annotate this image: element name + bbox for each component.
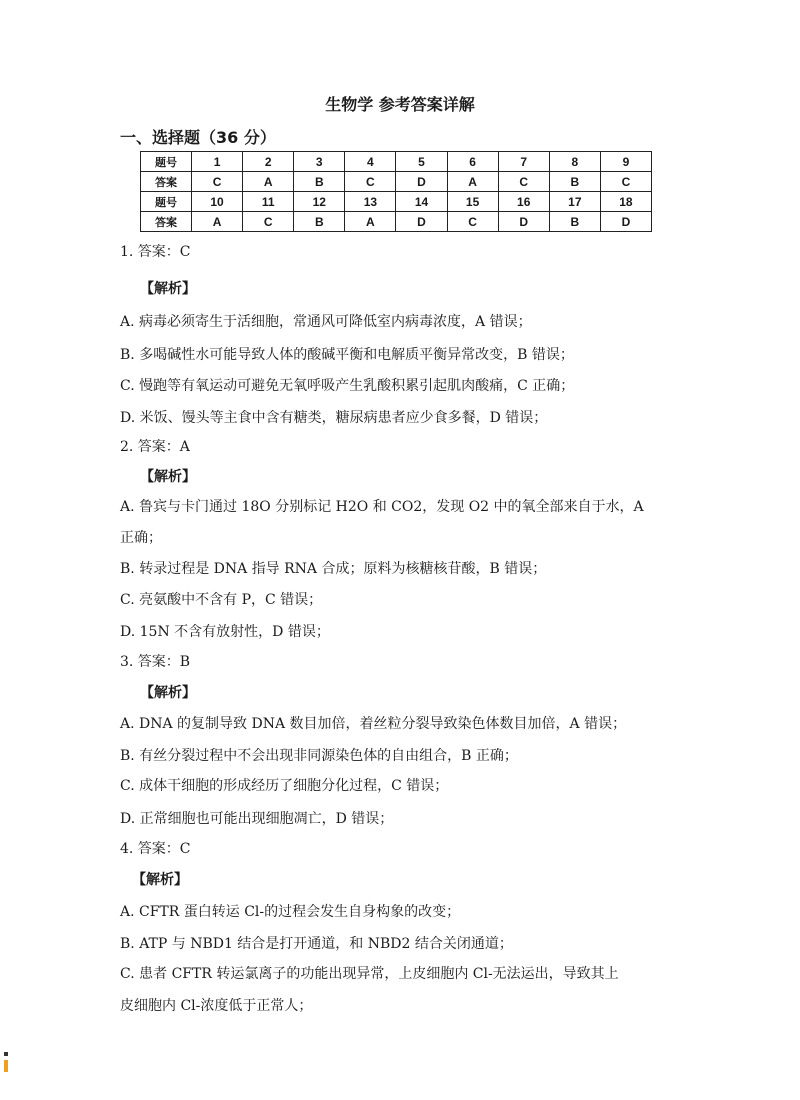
row-label-answer: 答案 bbox=[141, 212, 192, 232]
answer-cell: A bbox=[192, 212, 243, 232]
text-line: C. 患者 CFTR 转运氯离子的功能出现异常，上皮细胞内 Cl-无法运出，导致其上 bbox=[120, 966, 619, 982]
table-row-answers-2 bbox=[141, 212, 652, 232]
table-row-numbers-1 bbox=[141, 152, 652, 172]
text-line: C. 成体干细胞的形成经历了细胞分化过程，C 错误； bbox=[120, 778, 449, 794]
answer-cell: C bbox=[447, 212, 498, 232]
question-number: 10 bbox=[192, 192, 243, 212]
answer-cell: C bbox=[345, 172, 396, 192]
question-number: 2 bbox=[243, 152, 294, 172]
text-line: 正确； bbox=[120, 530, 162, 546]
question-number: 7 bbox=[498, 152, 549, 172]
margin-mark bbox=[4, 1060, 8, 1072]
question-number: 14 bbox=[396, 192, 447, 212]
row-label-number: 题号 bbox=[141, 152, 192, 172]
text-line: 4. 答案：C bbox=[120, 841, 191, 857]
answer-cell: D bbox=[498, 212, 549, 232]
question-number: 5 bbox=[396, 152, 447, 172]
text-line: C. 慢跑等有氧运动可避免无氧呼吸产生乳酸积累引起肌肉酸痛，C 正确； bbox=[120, 378, 575, 394]
question-number: 16 bbox=[498, 192, 549, 212]
text-line: 2. 答案：A bbox=[120, 439, 190, 455]
row-label-number: 题号 bbox=[141, 192, 192, 212]
answer-cell: B bbox=[294, 172, 345, 192]
text-line: A. CFTR 蛋白转运 Cl-的过程会发生自身构象的改变； bbox=[120, 904, 461, 920]
question-number: 9 bbox=[600, 152, 651, 172]
text-line: A. 鲁宾与卡门通过 18O 分别标记 H2O 和 CO2，发现 O2 中的氧全部来自于水，A bbox=[120, 499, 644, 515]
answer-cell: B bbox=[549, 212, 600, 232]
answer-cell: A bbox=[447, 172, 498, 192]
answer-cell: A bbox=[345, 212, 396, 232]
answer-cell: C bbox=[192, 172, 243, 192]
table-row-numbers-2 bbox=[141, 192, 652, 212]
text-line: D. 米饭、馒头等主食中含有糖类，糖尿病患者应少食多餐，D 错误； bbox=[120, 410, 548, 426]
answer-cell: C bbox=[498, 172, 549, 192]
answer-cell: A bbox=[243, 172, 294, 192]
answer-cell: C bbox=[243, 212, 294, 232]
text-line: 皮细胞内 Cl-浓度低于正常人； bbox=[120, 998, 313, 1014]
text-line: 1. 答案：C bbox=[120, 244, 191, 260]
table-row-answers-1 bbox=[141, 172, 652, 192]
question-number: 3 bbox=[294, 152, 345, 172]
question-number: 11 bbox=[243, 192, 294, 212]
text-line: B. ATP 与 NBD1 结合是打开通道，和 NBD2 结合关闭通道； bbox=[120, 936, 513, 952]
question-number: 1 bbox=[192, 152, 243, 172]
text-line: 3. 答案：B bbox=[120, 654, 191, 670]
text-line: B. 有丝分裂过程中不会出现非同源染色体的自由组合，B 正确； bbox=[120, 748, 518, 764]
answer-cell: C bbox=[600, 172, 651, 192]
question-number: 18 bbox=[600, 192, 651, 212]
text-line: A. DNA 的复制导致 DNA 数目加倍，着丝粒分裂导致染色体数目加倍，A 错误； bbox=[120, 716, 627, 732]
text-line: B. 转录过程是 DNA 指导 RNA 合成；原料为核糖核苷酸，B 错误； bbox=[120, 561, 547, 577]
answer-cell: D bbox=[396, 172, 447, 192]
question-number: 4 bbox=[345, 152, 396, 172]
margin-mark bbox=[4, 1052, 8, 1056]
question-number: 12 bbox=[294, 192, 345, 212]
question-number: 17 bbox=[549, 192, 600, 212]
page-title: 生物学 参考答案详解 bbox=[325, 95, 475, 114]
text-line: A. 病毒必须寄生于活细胞，常通风可降低室内病毒浓度，A 错误； bbox=[120, 314, 532, 330]
analysis-label: 【解析】 bbox=[132, 872, 188, 888]
answer-cell: B bbox=[294, 212, 345, 232]
analysis-label: 【解析】 bbox=[140, 469, 196, 485]
answer-cell: D bbox=[600, 212, 651, 232]
text-line: D. 正常细胞也可能出现细胞凋亡，D 错误； bbox=[120, 811, 394, 827]
text-line: B. 多喝碱性水可能导致人体的酸碱平衡和电解质平衡异常改变，B 错误； bbox=[120, 347, 574, 363]
text-line: C. 亮氨酸中不含有 P，C 错误； bbox=[120, 592, 323, 608]
analysis-label: 【解析】 bbox=[140, 685, 196, 701]
answer-cell: D bbox=[396, 212, 447, 232]
row-label-answer: 答案 bbox=[141, 172, 192, 192]
question-number: 8 bbox=[549, 152, 600, 172]
answer-cell: B bbox=[549, 172, 600, 192]
text-line: D. 15N 不含有放射性，D 错误； bbox=[120, 624, 330, 640]
answer-table bbox=[140, 151, 652, 232]
analysis-label: 【解析】 bbox=[140, 281, 196, 297]
question-number: 13 bbox=[345, 192, 396, 212]
section-heading: 一、选择题（36 分） bbox=[120, 128, 276, 147]
question-number: 6 bbox=[447, 152, 498, 172]
question-number: 15 bbox=[447, 192, 498, 212]
